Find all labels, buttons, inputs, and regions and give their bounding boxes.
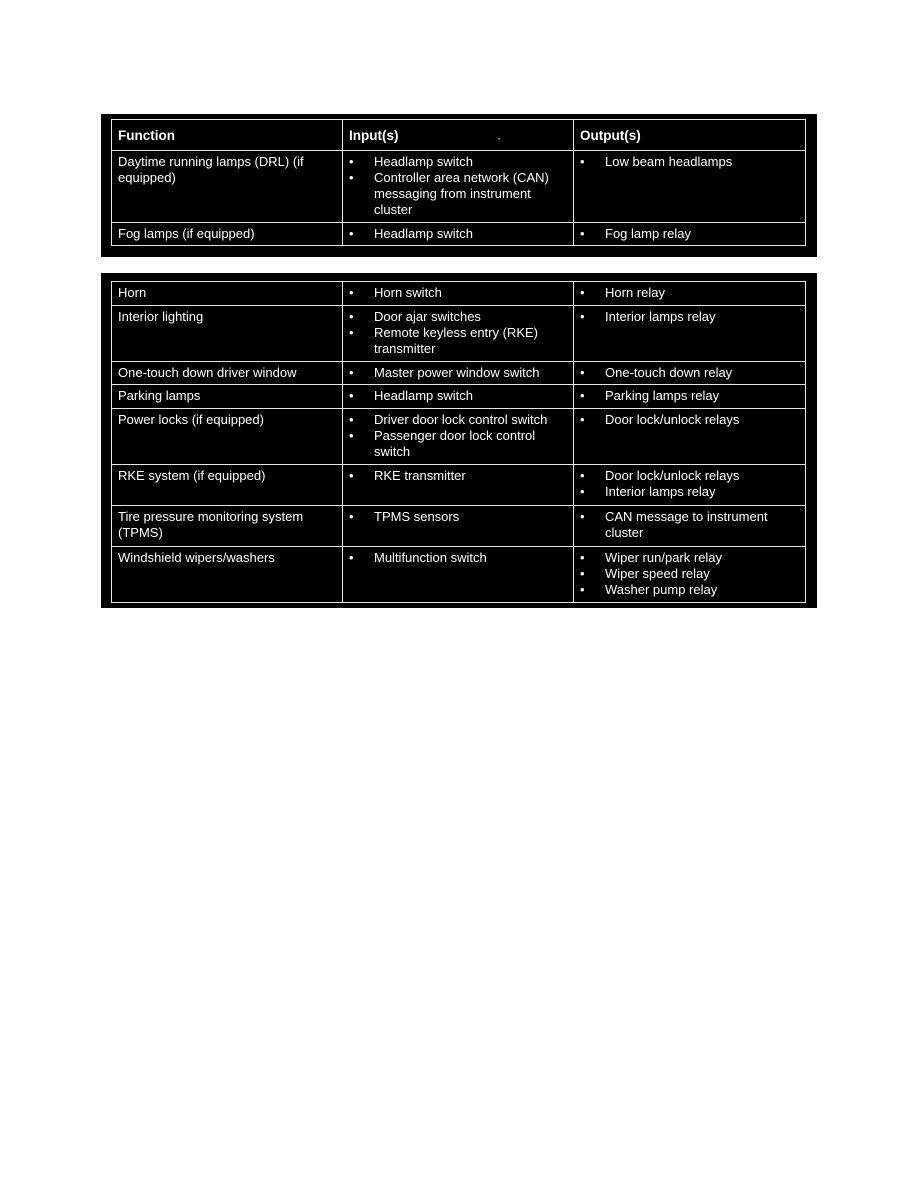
function-cell: Daytime running lamps (DRL) (if equipped) — [112, 151, 343, 223]
inputs-list — [349, 468, 567, 484]
table-row — [112, 409, 806, 465]
inputs-cell — [343, 506, 574, 547]
list-item: • Door lock/unlock relays — [580, 468, 799, 484]
list-item: • RKE transmitter — [349, 468, 567, 484]
list-item: • Low beam headlamps — [580, 154, 799, 170]
inputs-list — [349, 550, 567, 566]
table-row — [112, 151, 806, 223]
list-item: • Fog lamp relay — [580, 226, 799, 242]
scan-artifact-dot: · — [497, 131, 501, 145]
inputs-list — [349, 388, 567, 404]
header-inputs: Input(s) — [343, 120, 574, 151]
list-item: • Washer pump relay — [580, 582, 799, 598]
list-item: • Horn switch — [349, 285, 567, 301]
outputs-list — [580, 468, 799, 500]
list-item: • Wiper run/park relay — [580, 550, 799, 566]
header-function: Function — [112, 120, 343, 151]
inputs-list — [349, 226, 567, 242]
outputs-list — [580, 365, 799, 381]
inputs-cell — [343, 409, 574, 465]
outputs-cell — [574, 547, 806, 603]
inputs-list — [349, 365, 567, 381]
list-item: • Passenger door lock control switch — [349, 428, 567, 460]
list-item: • Door ajar switches — [349, 309, 567, 325]
outputs-list — [580, 226, 799, 242]
function-cell: Fog lamps (if equipped) — [112, 223, 343, 246]
inputs-cell — [343, 282, 574, 306]
table-header-row — [112, 120, 806, 151]
outputs-list — [580, 509, 799, 541]
outputs-cell — [574, 282, 806, 306]
outputs-cell — [574, 151, 806, 223]
list-item: • TPMS sensors — [349, 509, 567, 525]
inputs-cell — [343, 362, 574, 385]
function-cell: Horn — [112, 282, 343, 306]
header-outputs: Output(s) — [574, 120, 806, 151]
inputs-cell — [343, 547, 574, 603]
list-item: • Headlamp switch — [349, 154, 567, 170]
inputs-cell — [343, 223, 574, 246]
list-item: • Controller area network (CAN) messaging from instrument cluster — [349, 170, 567, 218]
outputs-cell — [574, 506, 806, 547]
inputs-list — [349, 509, 567, 525]
outputs-cell — [574, 409, 806, 465]
list-item: • Remote keyless entry (RKE) transmitter — [349, 325, 567, 357]
outputs-list — [580, 154, 799, 170]
function-table-1 — [111, 119, 806, 246]
outputs-cell — [574, 306, 806, 362]
table-row — [112, 547, 806, 603]
list-item: • Multifunction switch — [349, 550, 567, 566]
function-cell: Windshield wipers/washers — [112, 547, 343, 603]
list-item: • Headlamp switch — [349, 388, 567, 404]
list-item: • Interior lamps relay — [580, 484, 799, 500]
list-item: • Door lock/unlock relays — [580, 412, 799, 428]
inputs-list — [349, 285, 567, 301]
table-row — [112, 385, 806, 409]
function-table-2 — [111, 281, 806, 603]
list-item: • Parking lamps relay — [580, 388, 799, 404]
list-item: • Driver door lock control switch — [349, 412, 567, 428]
list-item: • Wiper speed relay — [580, 566, 799, 582]
function-cell: RKE system (if equipped) — [112, 465, 343, 506]
outputs-list — [580, 412, 799, 428]
inputs-cell — [343, 385, 574, 409]
inputs-cell — [343, 151, 574, 223]
function-table-panel-1 — [101, 114, 817, 257]
list-item: • CAN message to instrument cluster — [580, 509, 799, 541]
outputs-list — [580, 550, 799, 598]
outputs-cell — [574, 465, 806, 506]
list-item: • One-touch down relay — [580, 365, 799, 381]
function-cell: Power locks (if equipped) — [112, 409, 343, 465]
function-cell: Parking lamps — [112, 385, 343, 409]
inputs-cell — [343, 465, 574, 506]
function-cell: Interior lighting — [112, 306, 343, 362]
outputs-list — [580, 309, 799, 325]
list-item: • Master power window switch — [349, 365, 567, 381]
function-cell: One-touch down driver window — [112, 362, 343, 385]
table-row — [112, 282, 806, 306]
table-row — [112, 362, 806, 385]
inputs-cell — [343, 306, 574, 362]
table-row — [112, 506, 806, 547]
function-table-panel-2 — [101, 273, 817, 608]
outputs-cell — [574, 362, 806, 385]
inputs-list — [349, 309, 567, 357]
outputs-cell — [574, 223, 806, 246]
inputs-list — [349, 154, 567, 218]
list-item: • Interior lamps relay — [580, 309, 799, 325]
list-item: • Horn relay — [580, 285, 799, 301]
list-item: • Headlamp switch — [349, 226, 567, 242]
inputs-list — [349, 412, 567, 460]
table-row — [112, 223, 806, 246]
outputs-list — [580, 285, 799, 301]
function-cell: Tire pressure monitoring system (TPMS) — [112, 506, 343, 547]
outputs-list — [580, 388, 799, 404]
table-row — [112, 465, 806, 506]
outputs-cell — [574, 385, 806, 409]
table-row — [112, 306, 806, 362]
